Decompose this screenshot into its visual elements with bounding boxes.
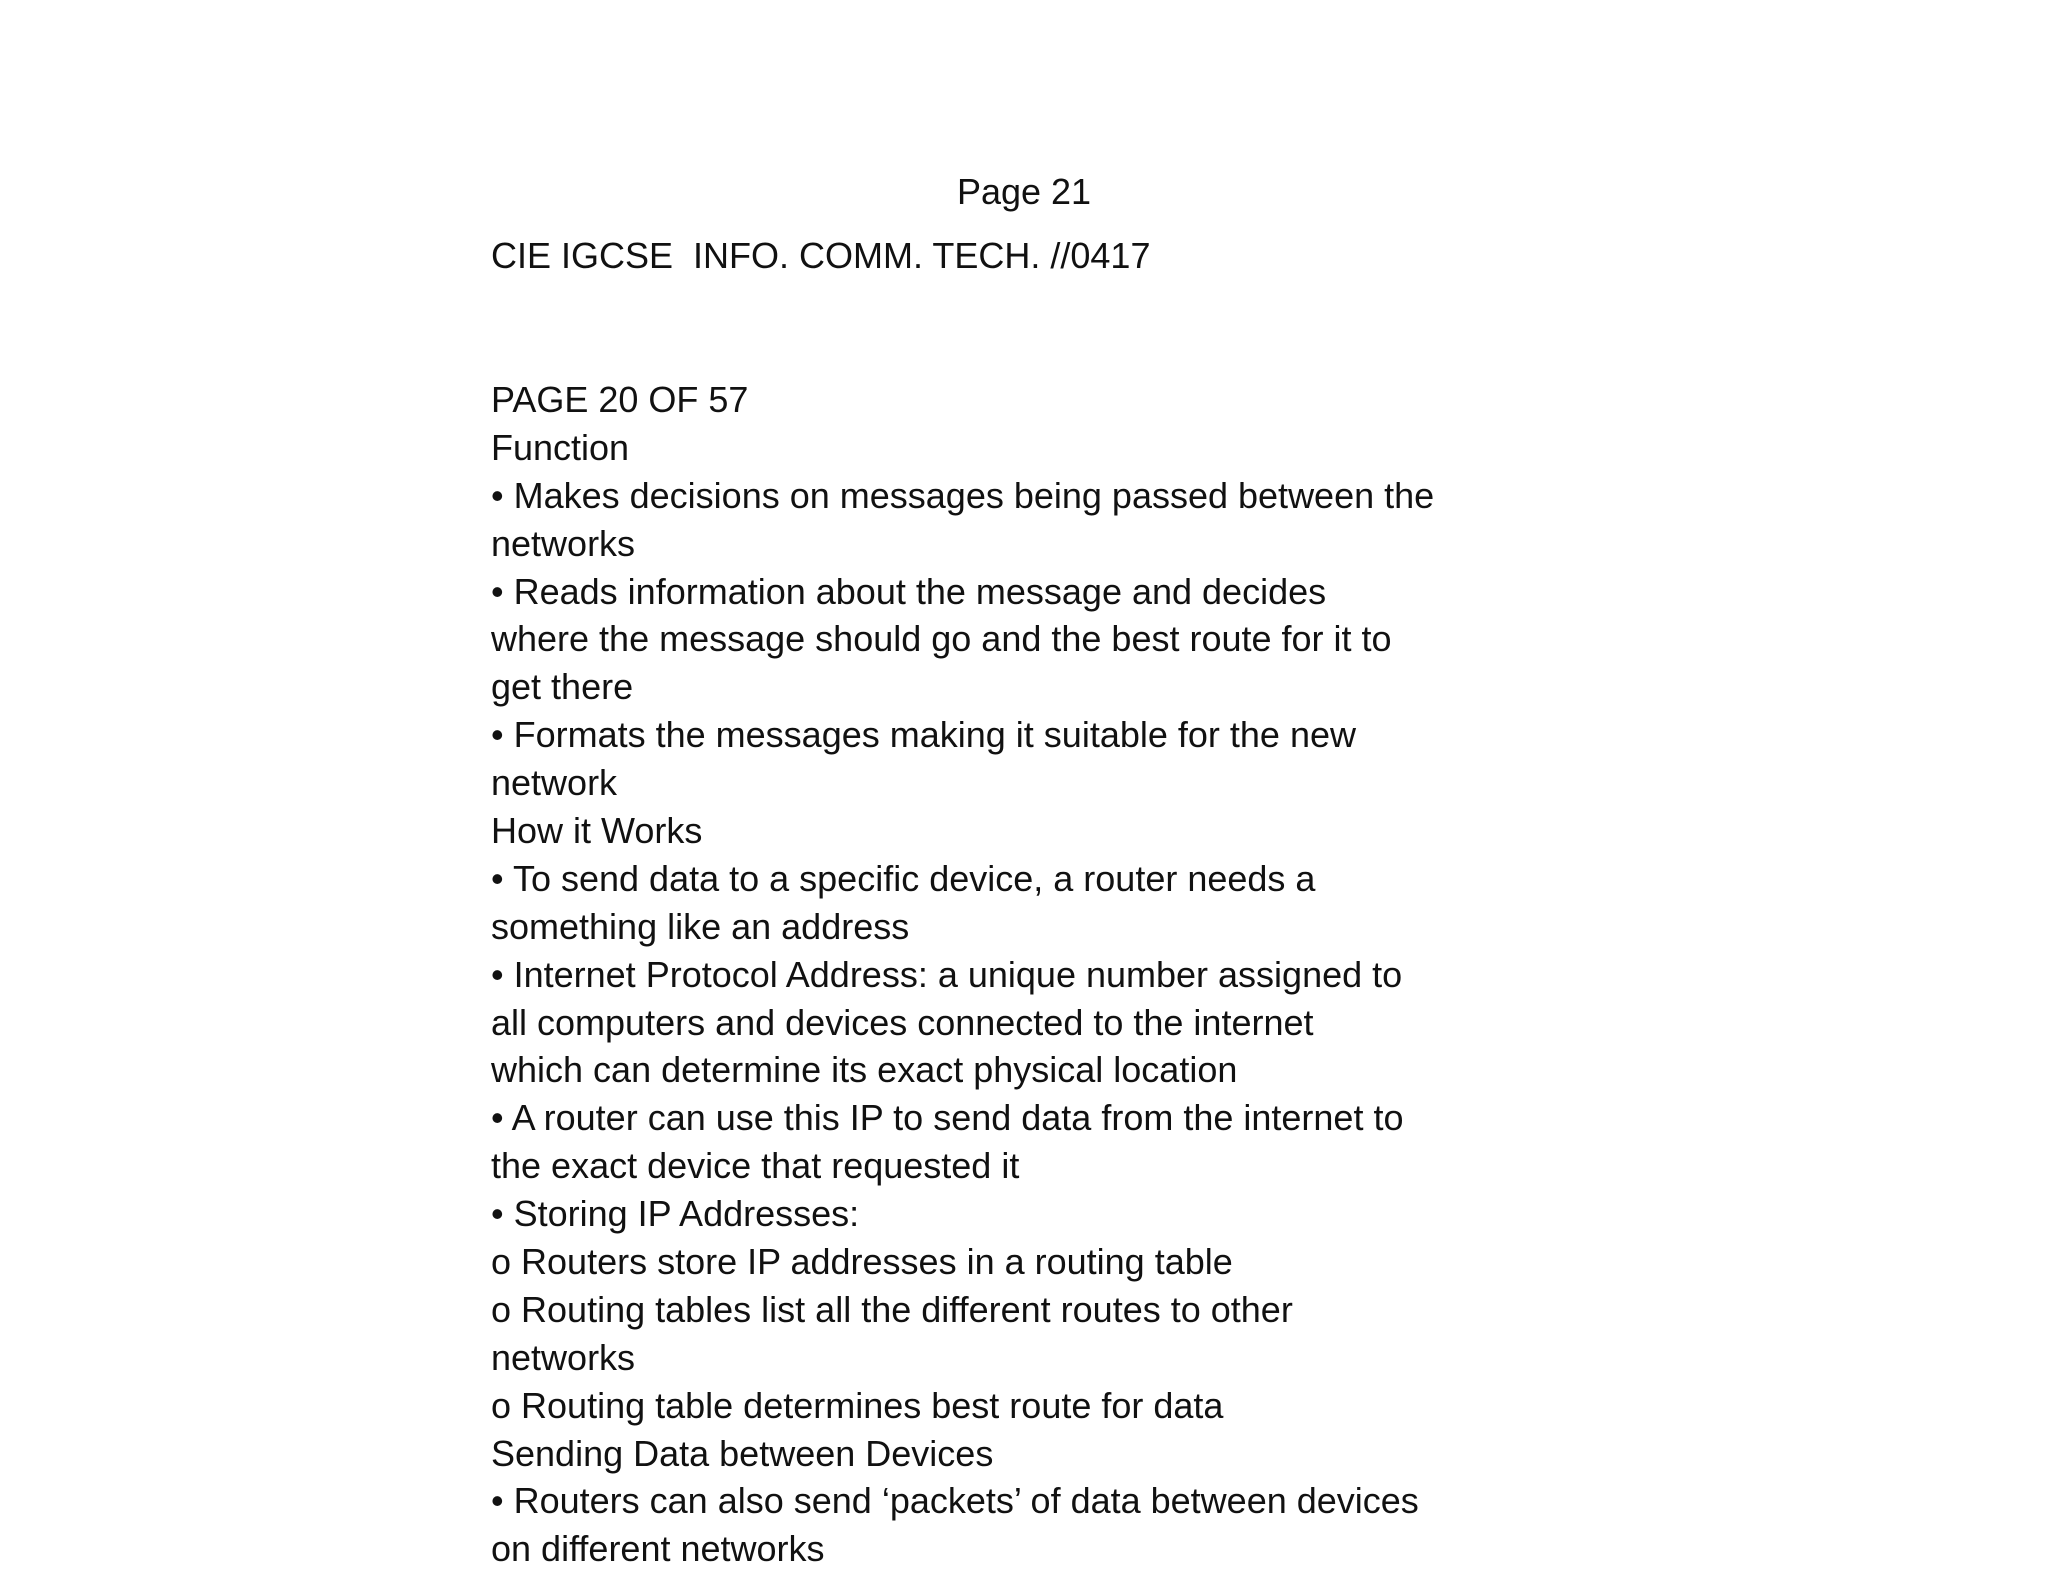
text-line: PAGE 20 OF 57	[491, 379, 749, 420]
bullet-line: • Routers can also send ‘packets’ of data between devices	[491, 1480, 1419, 1522]
bullet-line: • A router can use this IP to send data from the internet to	[491, 1097, 1404, 1139]
page-number: Page 21	[956, 171, 1092, 212]
section-heading-sending-data: Sending Data between Devices	[491, 1432, 994, 1474]
bullet-line: • Storing IP Addresses:	[491, 1193, 860, 1235]
bullet-line: • Internet Protocol Address: a unique number assigned to	[491, 953, 1403, 995]
text-line: something like an address	[491, 905, 910, 947]
sub-bullet-line: o Routing tables list all the different routes to other	[491, 1288, 1293, 1330]
section-heading-function: Function	[491, 426, 630, 468]
sub-bullet-line: o Routing table determines best route for data	[491, 1384, 1224, 1426]
text-line: where the message should go and the best route for it to	[491, 618, 1392, 660]
bullet-line: • Makes decisions on messages being passed between the	[491, 474, 1435, 516]
document-body	[491, 376, 1491, 1573]
text-line: networks	[491, 522, 636, 564]
text-line: on different networks	[491, 1528, 825, 1570]
text-line: networks	[491, 1336, 636, 1378]
text-line: network	[491, 762, 618, 804]
document-header: CIE IGCSE INFO. COMM. TECH. //0417	[491, 235, 1151, 276]
text-line: all computers and devices connected to the internet	[491, 1001, 1314, 1043]
bullet-line: • To send data to a specific device, a router needs a	[491, 857, 1316, 899]
text-line: the exact device that requested it	[491, 1145, 1020, 1187]
section-heading-how-it-works: How it Works	[491, 810, 703, 852]
sub-bullet-line: o Routers store IP addresses in a routing table	[491, 1241, 1233, 1283]
bullet-line: • Formats the messages making it suitable for the new	[491, 714, 1356, 756]
text-line: get there	[491, 666, 634, 708]
bullet-line: • Reads information about the message and decides	[491, 570, 1327, 612]
text-line: which can determine its exact physical location	[491, 1049, 1238, 1091]
